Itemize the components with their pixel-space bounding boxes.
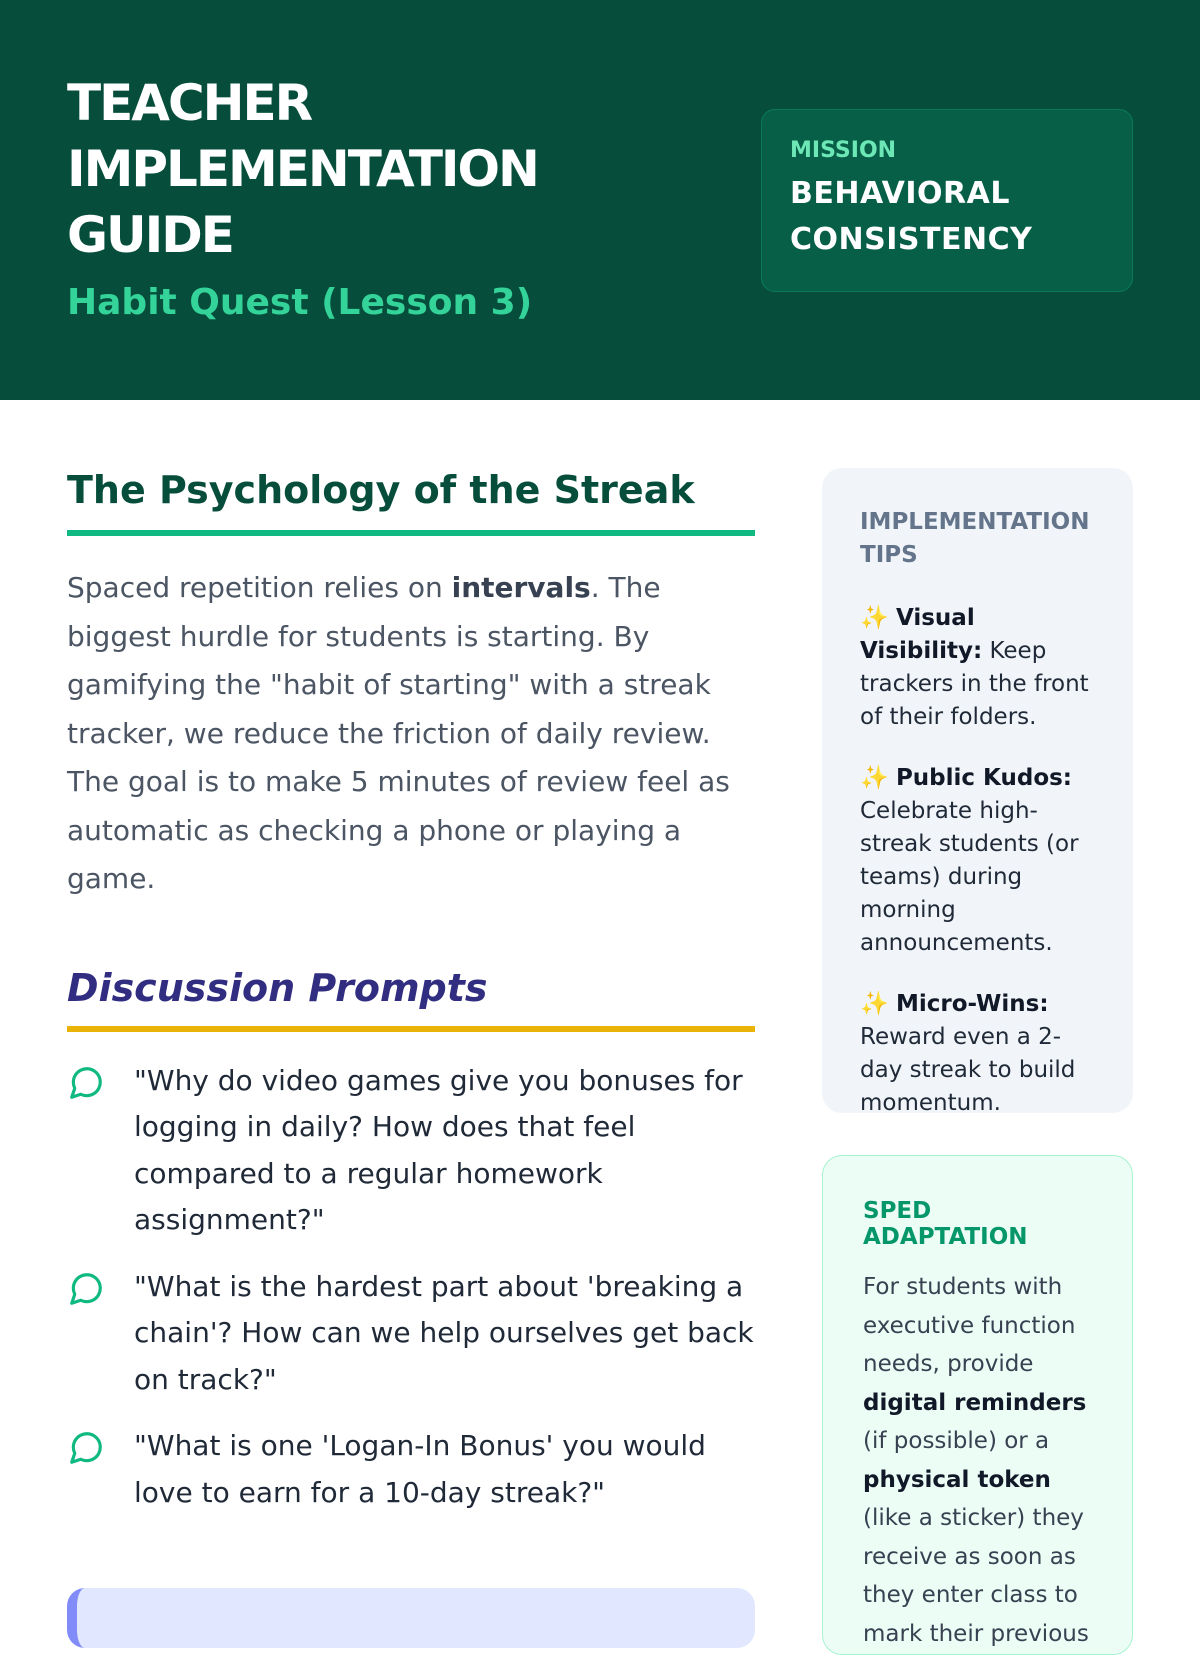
tip-text: Keep trackers in the front of their folders. (860, 638, 1089, 730)
psychology-text-part: Spaced repetition relies on (67, 571, 452, 604)
psychology-text (67, 564, 755, 904)
prompt-text: "Why do video games give you bonuses for logging in daily? How does that feel compared to a regular homework assignment?" (134, 1063, 743, 1236)
sped-text-part: (like a sticker) they receive as soon as they enter class to mark their previous (863, 1505, 1089, 1647)
tip-title: Visual Visibility: (860, 605, 983, 664)
discussion-title: Discussion Prompts (67, 966, 755, 1032)
sparkles-icon: ✨ (860, 605, 889, 631)
page-subtitle: Habit Quest (Lesson 3) (67, 282, 533, 323)
list-item (67, 1264, 755, 1404)
page-title: TEACHER IMPLEMENTATION GUIDE (67, 74, 538, 264)
tip-title: Public Kudos: (895, 765, 1073, 791)
discussion-list (67, 1058, 755, 1517)
prompt-text: "What is one 'Logan-In Bonus' you would love to earn for a 10-day streak?" (134, 1429, 706, 1509)
sped-bold-term: physical token (863, 1466, 1051, 1493)
tips-title: IMPLEMENTATION TIPS (860, 509, 1090, 568)
sped-bold-term: digital reminders (863, 1389, 1087, 1416)
header-banner (0, 0, 1200, 400)
cut-off-callout-card (67, 1588, 755, 1648)
chat-bubble-icon (67, 1429, 105, 1467)
mission-value: BEHAVIORAL CONSISTENCY (790, 176, 1033, 257)
sped-title: SPED ADAPTATION (863, 1198, 1028, 1250)
chat-bubble-icon (67, 1064, 105, 1102)
sparkles-icon: ✨ (860, 991, 889, 1017)
sped-adaptation-card (822, 1155, 1133, 1655)
list-item (67, 1423, 755, 1516)
sped-text-part: (if possible) or a (863, 1428, 1050, 1454)
tip-text: Reward even a 2-day streak to build momentum. (860, 1024, 1076, 1116)
list-item (67, 1058, 755, 1244)
sped-text (863, 1268, 1092, 1653)
psychology-text-part: . The biggest hurdle for students is starting. By gamifying the "habit of starting" with a streak tracker, we reduce the friction of daily review. The goal is to make 5 minutes of review feel as automatic as checking a phone or playing a game. (67, 571, 730, 895)
mission-label: MISSION (790, 138, 897, 163)
main-column (67, 468, 755, 1536)
psychology-bold-term: intervals (451, 571, 591, 604)
sped-text-part: For students with executive function needs, provide (863, 1274, 1076, 1377)
psychology-title: The Psychology of the Streak (67, 468, 755, 536)
implementation-tips-card (822, 468, 1133, 1116)
tip-item (860, 762, 1095, 960)
prompt-text: "What is the hardest part about 'breaking a chain'? How can we help ourselves get back on track?" (134, 1269, 754, 1396)
tip-text: Celebrate high-streak students (or teams) during morning announcements. (860, 798, 1079, 956)
tip-item (860, 602, 1095, 734)
mission-card (761, 109, 1133, 292)
tip-title: Micro-Wins: (895, 991, 1049, 1017)
tip-item (860, 988, 1095, 1120)
sparkles-icon: ✨ (860, 765, 889, 791)
chat-bubble-icon (67, 1270, 105, 1308)
